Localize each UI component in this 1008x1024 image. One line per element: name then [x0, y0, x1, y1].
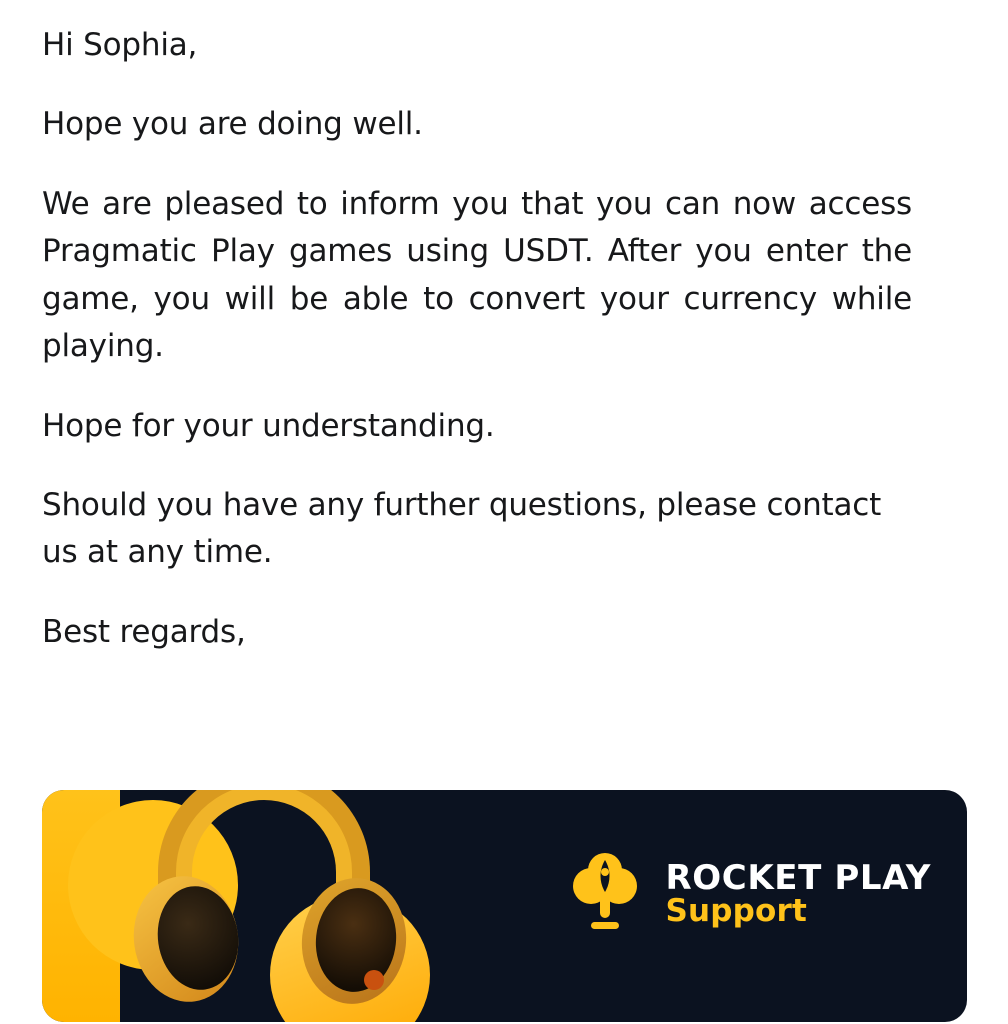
brand-name: ROCKET PLAY — [665, 857, 931, 898]
paragraph-4: Should you have any further questions, please contact us at any time. — [42, 486, 882, 571]
brand-text-block — [665, 857, 931, 929]
sign-off-line: Best regards, — [42, 613, 246, 650]
support-signature-banner — [42, 790, 967, 1022]
paragraph-2: We are pleased to inform you that you can now access Pragmatic Play games using USDT. After you enter the game, you will be able to convert your currency while playing. — [42, 185, 912, 365]
headphones-microphone-tip — [364, 970, 384, 990]
brand-logo-lockup — [563, 852, 931, 936]
greeting-line: Hi Sophia, — [42, 27, 198, 63]
rocket-club-logo-icon — [563, 852, 647, 936]
paragraph-1: Hope you are doing well. — [42, 106, 423, 143]
headphones-icon — [120, 790, 420, 1022]
paragraph-3: Hope for your understanding. — [42, 407, 495, 444]
message-text — [42, 22, 968, 656]
brand-subtitle: Support — [665, 892, 808, 929]
